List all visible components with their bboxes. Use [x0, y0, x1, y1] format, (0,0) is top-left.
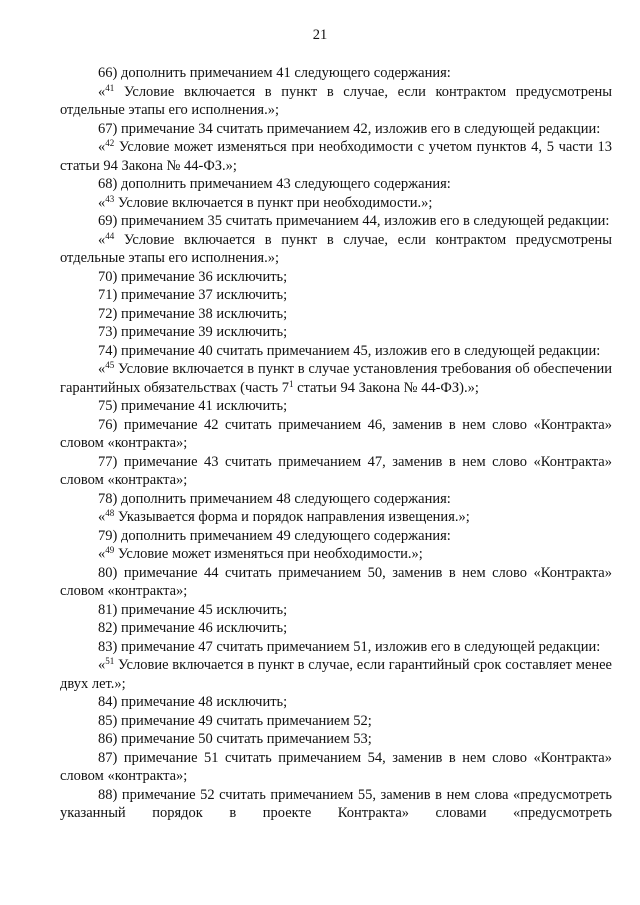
paragraph-69: 69) примечанием 35 считать примечанием 44, изложив его в следующей редакции: [98, 213, 610, 229]
paragraph-80: 80) примечание 44 считать примечанием 50, заменив в нем слово «Контракта» словом «контракта»; [60, 564, 612, 599]
note-49-text: «$^{49}$ Условие может изменяться при необходимости.»; [98, 545, 423, 562]
paragraph-77: 77) примечание 43 считать примечанием 47, заменив в нем слово «Контракта» словом «контракта»; [60, 453, 612, 488]
paragraph-79: 79) дополнить примечанием 49 следующего содержания: [98, 527, 451, 544]
paragraph-81: 81) примечание 45 исключить; [98, 601, 288, 618]
paragraph-84: 84) примечание 48 исключить; [98, 694, 288, 710]
paragraph-76: 76) примечание 42 считать примечанием 46, заменив в нем слово «Контракта» словом «контракта»; [60, 416, 612, 451]
paragraph-86: 86) примечание 50 считать примечанием 53; [98, 731, 372, 747]
note-42-text: «$^{42}$ Условие может изменяться при необходимости с учетом пунктов 4, 5 части 13 статьи 94 Закона № 44-ФЗ.»; [60, 138, 612, 174]
paragraph-70: 70) примечание 36 исключить; [98, 268, 288, 285]
paragraph-88: 88) примечание 52 считать примечанием 55, заменив в нем слова «предусмотреть указанный порядок в проекте Контракта» словами «предусмотреть [60, 786, 612, 821]
note-44-text: «$^{44}$ Условие включается в пункт в случае, если контрактом предусмотрены отдельные этапы его исполнения.»; [60, 230, 612, 266]
paragraph-71: 71) примечание 37 исключить; [98, 287, 288, 303]
note-51-text: «$^{51}$ Условие включается в пункт в случае, если гарантийный срок составляет менее двух лет.»; [60, 656, 612, 692]
note-48-text: «$^{48}$ Указывается форма и порядок направления извещения.»; [98, 508, 470, 525]
document-body [60, 64, 612, 823]
paragraph-87: 87) примечание 51 считать примечанием 54, заменив в нем слово «Контракта» словом «контракта»; [60, 749, 612, 784]
paragraph-72: 72) примечание 38 исключить; [98, 305, 288, 322]
paragraph-73: 73) примечание 39 исключить; [98, 324, 288, 340]
paragraph-67: 67) примечание 34 считать примечанием 42, изложив его в следующей редакции: [98, 120, 601, 137]
note-43-text: «$^{43}$ Условие включается в пункт при необходимости.»; [98, 193, 433, 211]
paragraph-85: 85) примечание 49 считать примечанием 52; [98, 712, 372, 729]
paragraph-83: 83) примечание 47 считать примечанием 51, изложив его в следующей редакции: [98, 638, 601, 655]
paragraph-78: 78) дополнить примечанием 48 следующего содержания: [98, 490, 451, 507]
page-number: 21 [312, 27, 328, 43]
note-41-text: «$^{41}$ Условие включается в пункт в случае, если контрактом предусмотрены отдельные этапы его исполнения.»; [60, 82, 612, 118]
note-45-text: «$^{45}$ Условие включается в пункт в случае установления требования об обеспечении гарантийных обязательствах (часть $7^1$ статьи 94 Закона № 44-ФЗ).»; [60, 360, 612, 396]
paragraph-66: 66) дополнить примечанием 41 следующего содержания: [98, 65, 451, 81]
paragraph-68: 68) дополнить примечанием 43 следующего содержания: [98, 176, 451, 192]
paragraph-75: 75) примечание 41 исключить; [98, 398, 288, 414]
paragraph-82: 82) примечание 46 исключить; [98, 620, 288, 636]
paragraph-74: 74) примечание 40 считать примечанием 45, изложив его в следующей редакции: [98, 342, 601, 359]
